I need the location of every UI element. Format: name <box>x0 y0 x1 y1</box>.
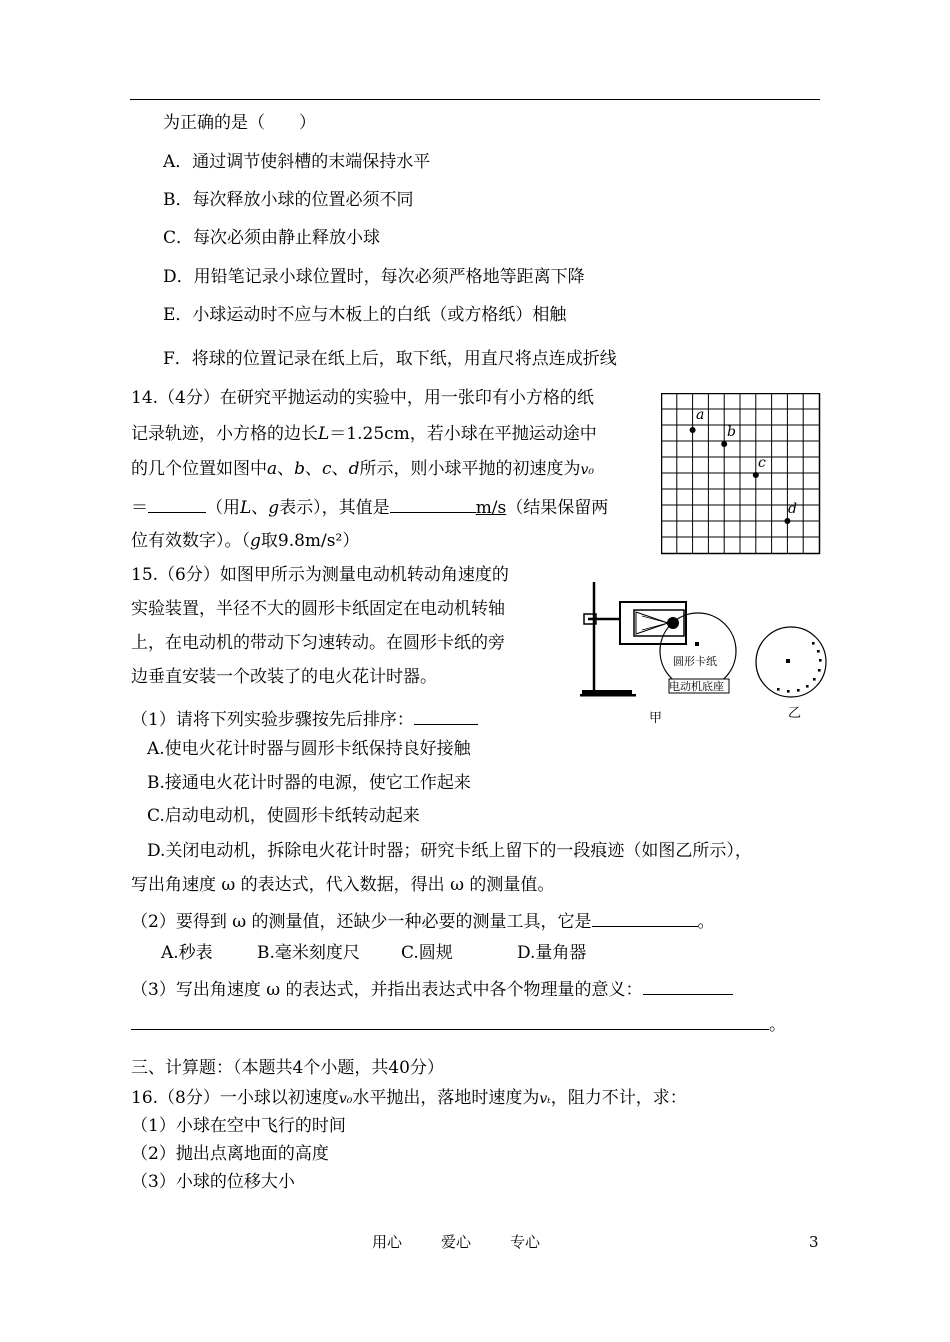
point-a <box>690 427 696 433</box>
q15-part1: （1）请将下列实验步骤按先后排序： <box>131 707 478 730</box>
q15-step-d: D.关闭电动机，拆除电火花计时器；研究卡纸上留下的一段痕迹（如图乙所示）， <box>147 841 752 861</box>
spark-trace-dots <box>777 642 822 693</box>
q16-sub1: （1）小球在空中飞行的时间 <box>131 1116 346 1136</box>
page-number: 3 <box>809 1233 819 1251</box>
q15-part2: （2）要得到 ω 的测量值，还缺少一种必要的测量工具，它是 。 <box>131 909 715 932</box>
q15-step-a: A.使电火花计时器与圆形卡纸保持良好接触 <box>147 739 471 759</box>
q15-tool-c: C.圆规 <box>401 943 453 963</box>
q13-option-e: E．小球运动时不应与木板上的白纸（或方格纸）相触 <box>163 305 567 325</box>
figure-yi-label: 乙 <box>788 706 802 721</box>
answer-blank-expression-line2 <box>131 1012 769 1030</box>
q15-tool-b: B.毫米刻度尺 <box>257 943 360 963</box>
q15-step-b: B.接通电火花计时器的电源，使它工作起来 <box>147 773 471 793</box>
q13-stem: 为正确的是（ ） <box>163 113 316 133</box>
footer-motto-2: 爱心 <box>441 1233 472 1251</box>
q13-option-d: D．用铅笔记录小球位置时，每次必须严格地等距离下降 <box>163 267 585 287</box>
section3-title: 三、计算题：（本题共4个小题，共40分） <box>131 1058 444 1078</box>
q16-stem: 16.（8分）一小球以初速度v₀水平抛出，落地时速度为vₜ，阻力不计，求： <box>131 1088 687 1108</box>
q13-option-b: B．每次释放小球的位置必须不同 <box>163 190 414 210</box>
q14-line3: 的几个位置如图中a、b、c、d所示，则小球平抛的初速度为v₀ <box>131 459 594 479</box>
point-c <box>753 472 759 478</box>
q15-tool-a: A.秒表 <box>161 943 213 963</box>
motor-base-label: 电动机底座 <box>669 680 724 693</box>
q15-line1: 15.（6分）如图甲所示为测量电动机转动角速度的 <box>131 565 509 585</box>
answer-blank-v0-expression <box>148 495 206 513</box>
card-trace-disc <box>756 627 826 697</box>
header-rule <box>130 99 820 100</box>
round-card-label: 圆形卡纸 <box>673 655 717 668</box>
q15-step-d-cont: 写出角速度 ω 的表达式，代入数据，得出 ω 的测量值。 <box>131 875 555 895</box>
label-d: d <box>788 501 797 517</box>
q15-tool-d: D.量角器 <box>517 943 587 963</box>
answer-blank-order <box>414 707 478 725</box>
q15-step-c: C.启动电动机，使圆形卡纸转动起来 <box>147 806 420 826</box>
q14-line2: 记录轨迹，小方格的边长L＝1.25cm，若小球在平抛运动途中 <box>131 424 597 444</box>
q15-part3: （3）写出角速度 ω 的表达式，并指出表达式中各个物理量的意义： <box>131 977 733 1000</box>
footer-motto-3: 专心 <box>510 1233 541 1251</box>
q13-option-c: C．每次必须由静止释放小球 <box>163 228 381 248</box>
q16-sub2: （2）抛出点离地面的高度 <box>131 1144 329 1164</box>
q15-line4: 边垂直安装一个改装了的电火花计时器。 <box>131 667 437 687</box>
label-b: b <box>727 424 736 440</box>
answer-blank-v0-value <box>390 495 476 513</box>
q13-option-f: F．将球的位置记录在纸上后，取下纸，用直尺将点连成折线 <box>163 349 617 369</box>
trajectory-grid-figure <box>661 393 821 555</box>
q14-line1: 14.（4分）在研究平抛运动的实验中，用一张印有小方格的纸 <box>131 388 594 408</box>
q14-line5: 位有效数字）。（g取9.8m/s²） <box>131 531 360 551</box>
q16-sub3: （3）小球的位移大小 <box>131 1172 295 1192</box>
q15-part3-cont: 。 <box>131 1012 786 1035</box>
answer-blank-expression <box>643 977 733 995</box>
label-c: c <box>758 455 766 471</box>
point-d <box>784 518 790 524</box>
label-a: a <box>696 407 705 423</box>
q14-line4: ＝ （用L、g表示），其值是 m/s（结果保留两 <box>131 495 608 518</box>
footer-motto-1: 用心 <box>372 1233 403 1251</box>
card-center-dot <box>786 659 790 663</box>
q13-option-a: A．通过调节使斜槽的末端保持水平 <box>163 152 431 172</box>
round-card-disc <box>660 613 736 689</box>
answer-blank-tool <box>592 909 698 927</box>
figure-jia-label: 甲 <box>649 711 663 725</box>
point-b <box>721 441 727 447</box>
q15-line3: 上，在电动机的带动下匀速转动。在圆形卡纸的旁 <box>131 633 505 653</box>
motor-apparatus-figure <box>576 580 836 725</box>
q15-line2: 实验装置，半径不大的圆形卡纸固定在电动机转轴 <box>131 599 505 619</box>
